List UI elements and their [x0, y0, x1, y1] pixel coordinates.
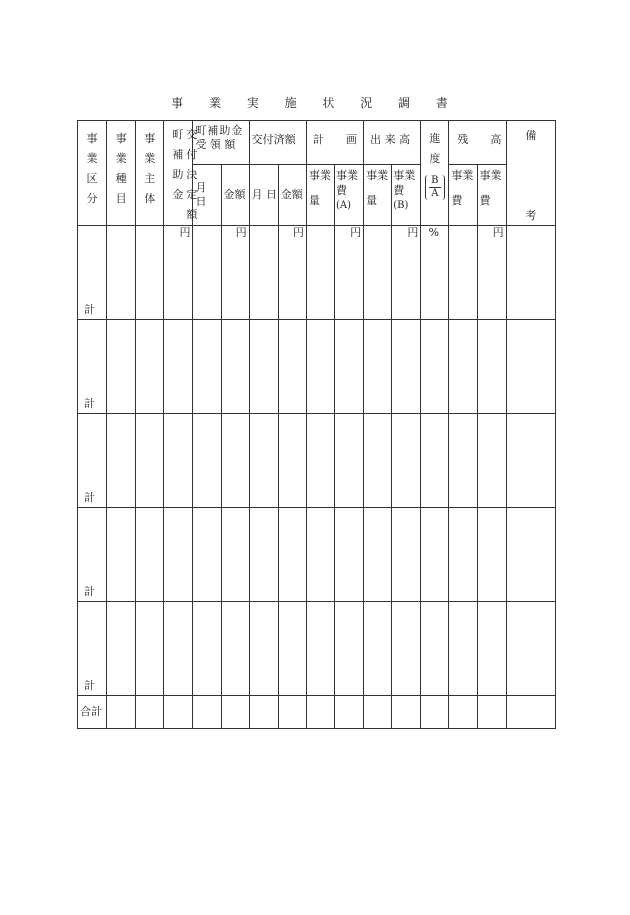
- cell[interactable]: [278, 696, 306, 729]
- vertical-label: 事 業 主 体: [144, 132, 156, 205]
- cell[interactable]: [421, 602, 449, 696]
- row-label-kei: 計: [78, 508, 107, 602]
- cell[interactable]: [334, 508, 363, 602]
- cell[interactable]: [221, 696, 249, 729]
- table-row: [78, 240, 556, 320]
- row-label-kei: 計: [78, 320, 107, 414]
- cell[interactable]: [306, 226, 334, 241]
- cell[interactable]: [506, 414, 555, 508]
- cell[interactable]: [334, 320, 363, 414]
- cell[interactable]: [306, 240, 334, 320]
- split-label: 事業 費 (A): [335, 168, 358, 211]
- unit-percent: %: [421, 226, 449, 241]
- split-label: 事業 費: [451, 168, 474, 207]
- cell[interactable]: [249, 508, 278, 602]
- vertical-label: 交 付 決 定 額: [186, 128, 198, 221]
- cell[interactable]: [278, 320, 306, 414]
- cell[interactable]: [477, 320, 506, 414]
- cell[interactable]: [193, 696, 221, 729]
- header-dekidaka: 出 来 高: [364, 121, 421, 165]
- row-label-kei: 計: [78, 414, 107, 508]
- unit-yen: 円: [278, 226, 306, 241]
- sub-keikaku-jigyoryo: [306, 164, 334, 225]
- header-kofu-ketteigaku: [164, 121, 198, 226]
- cell[interactable]: [477, 414, 506, 508]
- cell[interactable]: [421, 240, 449, 320]
- cell[interactable]: [449, 226, 477, 241]
- cell[interactable]: [306, 696, 334, 729]
- cell[interactable]: [477, 508, 506, 602]
- cell[interactable]: [221, 320, 249, 414]
- sub-kofu-kingaku: 金額: [278, 164, 306, 225]
- cell[interactable]: [221, 602, 249, 696]
- cell[interactable]: [278, 508, 306, 602]
- cell[interactable]: [249, 696, 278, 729]
- cell[interactable]: [421, 508, 449, 602]
- cell[interactable]: [136, 414, 164, 508]
- header-biko-top: 備: [525, 129, 537, 142]
- cell[interactable]: [364, 602, 392, 696]
- cell[interactable]: [193, 240, 221, 320]
- cell[interactable]: [392, 240, 421, 320]
- cell[interactable]: [164, 320, 193, 414]
- table-row: [78, 602, 556, 696]
- cell[interactable]: [249, 602, 278, 696]
- vertical-label: 事 業 区 分: [86, 132, 98, 205]
- cell[interactable]: [477, 602, 506, 696]
- sub-kofu-tsukihi: 月 日: [249, 164, 278, 225]
- cell[interactable]: [107, 320, 136, 414]
- cell[interactable]: [107, 602, 136, 696]
- row-label-kei: 計: [78, 226, 107, 320]
- cell[interactable]: [278, 602, 306, 696]
- cell[interactable]: [221, 508, 249, 602]
- ratio-numerator: B: [429, 175, 441, 188]
- header-shinchoku: [421, 121, 449, 226]
- cell[interactable]: [364, 320, 392, 414]
- cell[interactable]: [136, 696, 164, 729]
- page-title: 事 業 実 施 状 況 調 書: [171, 96, 459, 110]
- cell[interactable]: [306, 320, 334, 414]
- cell[interactable]: [506, 226, 555, 320]
- cell[interactable]: [107, 240, 136, 320]
- cell[interactable]: [364, 240, 392, 320]
- sub-juryo-kingaku: 金額: [221, 164, 249, 225]
- header-hojokin-juryo-line2: 受 領 額: [195, 138, 236, 151]
- cell[interactable]: [221, 414, 249, 508]
- header-zandaka: 残 高: [449, 121, 506, 165]
- cell[interactable]: [164, 602, 193, 696]
- cell[interactable]: [364, 696, 392, 729]
- cell[interactable]: [107, 226, 136, 241]
- split-label: 事業 費: [479, 168, 502, 207]
- table-row: [78, 414, 556, 508]
- cell[interactable]: [506, 602, 555, 696]
- cell[interactable]: [278, 414, 306, 508]
- cell[interactable]: [136, 320, 164, 414]
- sub-zandaka-jigyohi-2: [477, 164, 506, 225]
- header-jigyo-shutai: [136, 121, 164, 226]
- cell[interactable]: [506, 696, 555, 729]
- unit-yen: 円: [334, 226, 363, 241]
- cell[interactable]: [421, 696, 449, 729]
- cell[interactable]: [306, 508, 334, 602]
- ratio-denominator: A: [431, 188, 439, 199]
- header-jigyo-shumoku: [107, 121, 136, 226]
- cell[interactable]: [193, 602, 221, 696]
- cell[interactable]: [449, 240, 477, 320]
- cell[interactable]: [193, 320, 221, 414]
- cell[interactable]: [477, 696, 506, 729]
- cell[interactable]: [221, 240, 249, 320]
- cell[interactable]: [334, 240, 363, 320]
- header-jigyo-kubun: [78, 121, 107, 226]
- cell[interactable]: [364, 508, 392, 602]
- sub-juryo-tsukihi: 月 日: [193, 164, 221, 225]
- cell[interactable]: [392, 320, 421, 414]
- cell[interactable]: [136, 602, 164, 696]
- cell[interactable]: [107, 414, 136, 508]
- cell[interactable]: [364, 414, 392, 508]
- cell[interactable]: [306, 414, 334, 508]
- header-biko: [506, 121, 555, 226]
- split-label: 事業 量: [308, 168, 331, 207]
- header-keikaku: 計 画: [306, 121, 363, 165]
- cell[interactable]: [249, 240, 278, 320]
- cell[interactable]: [193, 508, 221, 602]
- total-row: [78, 696, 556, 729]
- cell[interactable]: [421, 320, 449, 414]
- cell[interactable]: [449, 320, 477, 414]
- cell[interactable]: [334, 696, 363, 729]
- header-biko-bottom: 考: [525, 209, 537, 222]
- cell[interactable]: [164, 508, 193, 602]
- unit-yen: 円: [221, 226, 249, 241]
- unit-yen: 円: [477, 226, 506, 241]
- unit-yen: 円: [392, 226, 421, 241]
- cell[interactable]: [392, 602, 421, 696]
- table-row: [78, 226, 556, 241]
- cell[interactable]: [449, 696, 477, 729]
- total-label: 合計: [78, 696, 107, 729]
- cell[interactable]: [449, 508, 477, 602]
- vertical-label: 事 業 種 目: [115, 132, 127, 205]
- table-row: [78, 320, 556, 414]
- table-row: [78, 508, 556, 602]
- cell[interactable]: [136, 226, 164, 241]
- sub-zandaka-jigyohi-1: [449, 164, 477, 225]
- sub-dekidaka-jigyohi-b: [392, 164, 421, 225]
- sub-keikaku-jigyohi-a: [334, 164, 363, 225]
- cell[interactable]: [136, 240, 164, 320]
- cell[interactable]: [278, 240, 306, 320]
- split-label: 事業 量: [366, 168, 389, 207]
- cell[interactable]: [392, 696, 421, 729]
- cell[interactable]: [107, 696, 136, 729]
- status-table: [77, 120, 556, 729]
- cell[interactable]: [164, 414, 193, 508]
- unit-yen: 円: [164, 226, 193, 241]
- cell[interactable]: [334, 414, 363, 508]
- cell[interactable]: [249, 226, 278, 241]
- cell[interactable]: [477, 240, 506, 320]
- row-label-kei: 計: [78, 602, 107, 696]
- cell[interactable]: [392, 508, 421, 602]
- cell[interactable]: [164, 240, 193, 320]
- cell[interactable]: [449, 602, 477, 696]
- header-hojokin-juryo: [193, 121, 249, 165]
- cell[interactable]: [421, 414, 449, 508]
- cell[interactable]: [334, 602, 363, 696]
- vertical-label: 進 度: [429, 132, 441, 165]
- cell[interactable]: [306, 602, 334, 696]
- header-hojokin-juryo-line1: 町補助金: [195, 124, 244, 137]
- cell[interactable]: [249, 414, 278, 508]
- cell[interactable]: [136, 508, 164, 602]
- cell[interactable]: [107, 508, 136, 602]
- vertical-label: 町 補 助 金: [172, 128, 184, 201]
- sub-dekidaka-jigyoryo: [364, 164, 392, 225]
- cell[interactable]: [364, 226, 392, 241]
- cell[interactable]: [193, 414, 221, 508]
- split-label: 事業 費 (B): [393, 168, 416, 211]
- cell[interactable]: [193, 226, 221, 241]
- cell[interactable]: [164, 696, 193, 729]
- ratio-b-over-a: [425, 175, 445, 200]
- cell[interactable]: [506, 320, 555, 414]
- header-kofu-zumigaku: 交付済額: [249, 121, 306, 165]
- cell[interactable]: [449, 414, 477, 508]
- cell[interactable]: [506, 508, 555, 602]
- cell[interactable]: [249, 320, 278, 414]
- cell[interactable]: [392, 414, 421, 508]
